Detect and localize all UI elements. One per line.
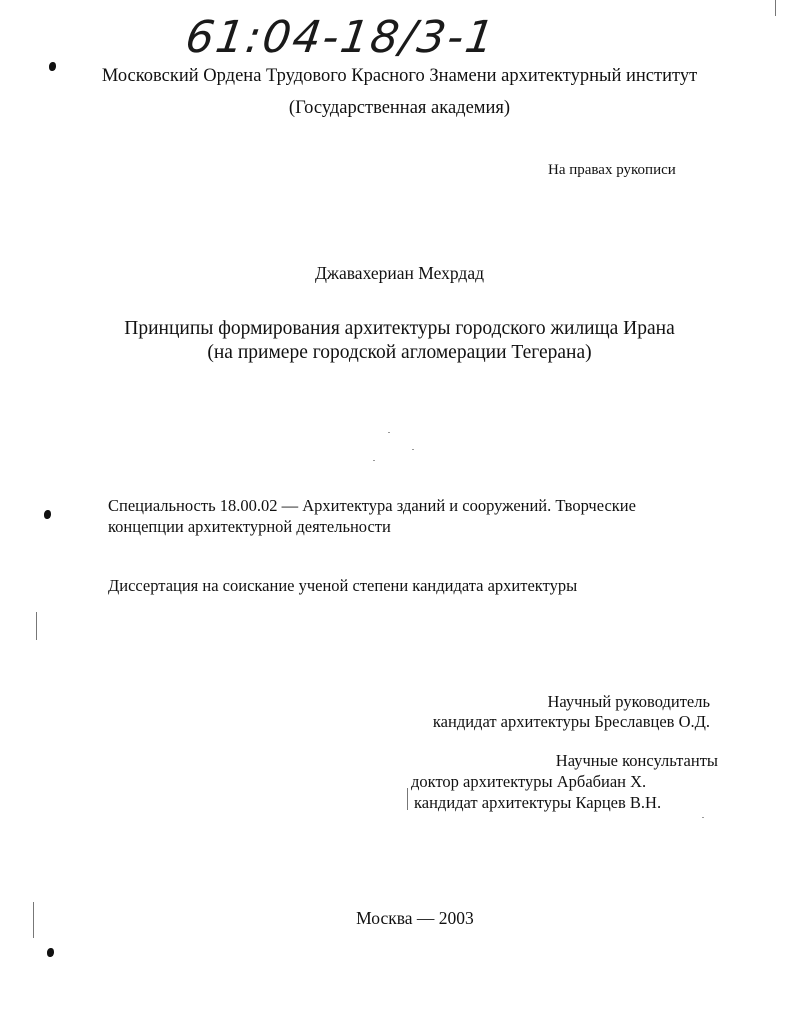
specialty-line-2: концепции архитектурной деятельности	[108, 517, 391, 536]
scan-speck	[702, 817, 704, 818]
scan-speck	[412, 449, 414, 450]
degree-statement: Диссертация на соискание ученой степени кандидата архитектуры	[108, 576, 578, 595]
author-name: Джавахериан Мехрдад	[314, 263, 484, 283]
manuscript-rights-note: На правах рукописи	[548, 162, 676, 178]
scan-margin-line	[775, 0, 776, 16]
supervisor-name: кандидат архитектуры Бреславцев О.Д.	[432, 712, 710, 731]
scan-speck	[388, 432, 390, 433]
binder-hole-mark	[49, 62, 56, 71]
specialty-line-1: Специальность 18.00.02 — Архитектура зданий и сооружений. Творческие	[108, 496, 636, 515]
scan-speck	[373, 460, 375, 461]
dissertation-title-line-1: Принципы формирования архитектуры городского жилища Ирана	[124, 318, 675, 339]
academy-name: (Государственная академия)	[288, 98, 511, 118]
consultant-item: кандидат архитектуры Карцев В.Н.	[414, 793, 662, 812]
handwritten-archive-number: 61:04-18/3-1	[182, 12, 499, 63]
scan-margin-line	[33, 902, 34, 938]
consultants-label: Научные консультанты	[555, 751, 718, 770]
binder-hole-mark	[44, 510, 51, 519]
city-and-year: Москва — 2003	[356, 908, 474, 928]
dissertation-title-line-2: (на примере городской агломерации Тегерана)	[207, 342, 592, 363]
supervisor-label: Научный руководитель	[547, 692, 710, 711]
institute-name: Московский Ордена Трудового Красного Знамени архитектурный институт	[101, 66, 698, 86]
scan-margin-line	[36, 612, 37, 640]
binder-hole-mark	[47, 948, 54, 957]
scan-margin-line	[407, 788, 408, 810]
consultant-item: доктор архитектуры Арбабиан Х.	[411, 772, 647, 791]
